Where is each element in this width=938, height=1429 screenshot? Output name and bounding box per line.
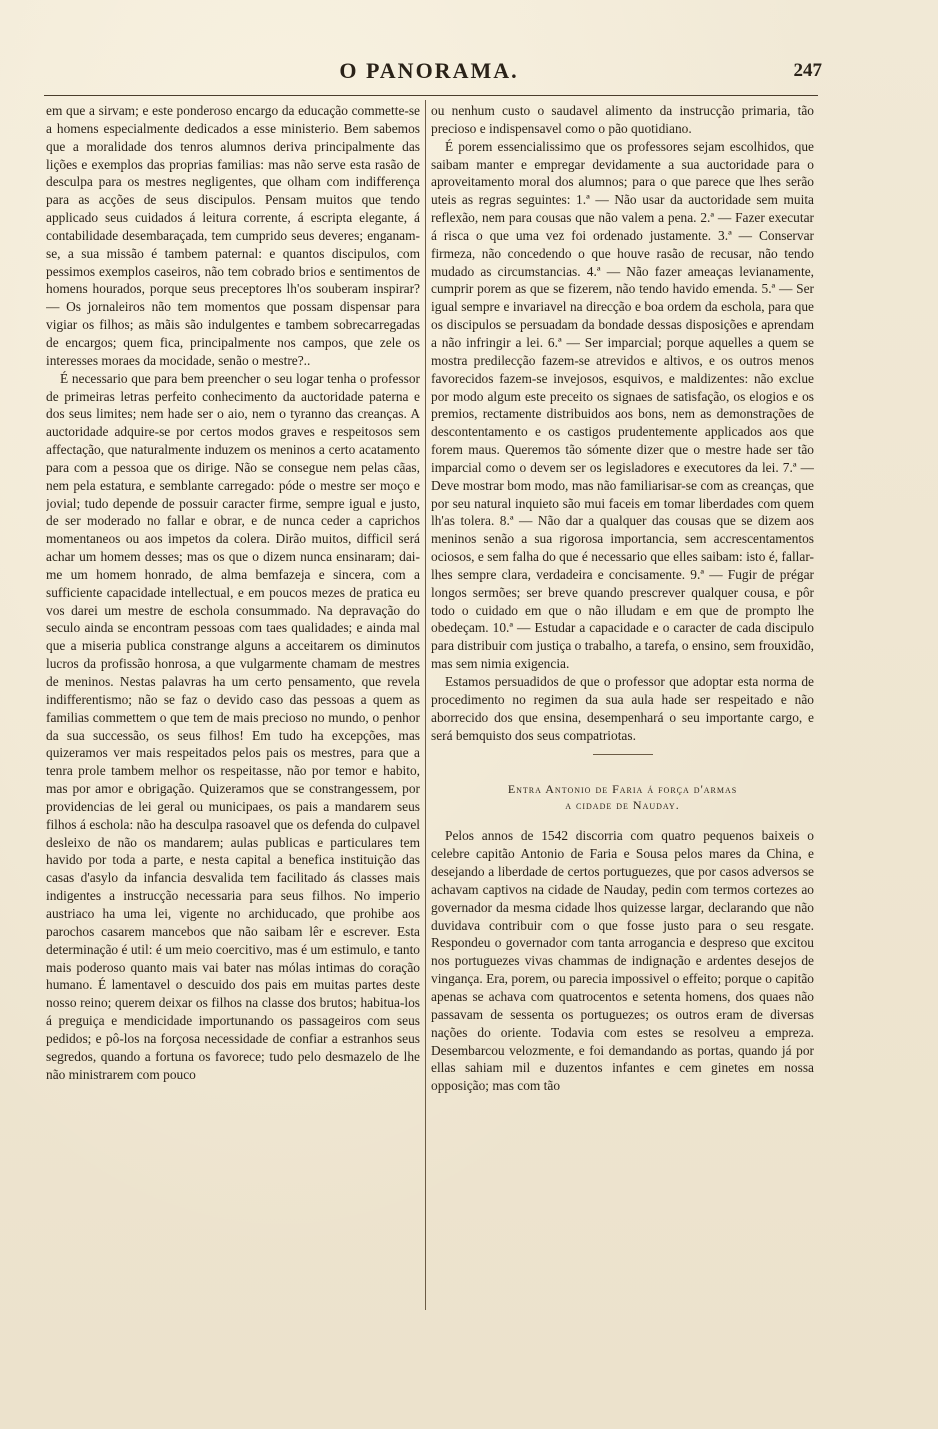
page-number: 247	[793, 60, 822, 81]
right-paragraph-2: É porem essencialissimo que os professores sejam escolhidos, que saibam manter e empregar devidamente a sua auctoridade para o aproveitamento moral dos alumnos; para o que parece que lhes serão uteis as regras seguintes: 1.ª — Não usar da auctoridade sem muita reflexão, nem para cousas que não valem a pena. 2.ª — Fazer executar á risca o que uma vez foi ordenado justamente. 3.ª — Conservar firmeza, não concedendo o que houve rasão de recusar, não tendo mudado as circumstancias. 4.ª — Não fazer ameaças levianamente, cumprir porem as que se fizerem, não tendo havido emenda. 5.ª — Ser igual sempre e invariavel na direcção e boa ordem da eschola, para que os discipulos se persuadam da bondade dessas disposições e aprendam a não infringir a lei. 6.ª — Ser imparcial; porque aquelles a quem se mostra predilecção fazem-se atrevidos e altivos, e os outros menos favorecidos fazem-se invejosos, esquivos, e maldizentes: não exclue por modo algum este preceito os signaes de satisfação, os elogios e os premios, rectamente distribuidos aos bons, nem as demonstrações de descontentamento e os castigos prudentemente applicados aos que forem maus. Queremos tão sómente dizer que o mestre hade ser tão imparcial como o devem ser os legisladores e executores da lei. 7.ª — Deve mostrar bom modo, mas não familiarisar-se com as creanças, que por seu natural inquieto são mui faceis em tomar liberdades com quem lh'as tolera. 8.ª — Não dar a qualquer das cousas que se dizem aos meninos senão a sua rigorosa importancia, sem accrescentamentos ociosos, e sem falha do que é necessario que elles saibam: isto é, fallar-lhes sempre clara, verdadeira e concisamente. 9.ª — Fugir de prégar longos sermões; ser breve quando prescrever qualquer cousa, e pôr todo o cuidado em que o não illudam e em que de prompto lhe obedeçam. 10.ª — Estudar a capacidade e o caracter de cada discipulo para distribuir com justiça o trabalho, a tarefa, o ensino, sem frouxidão, mas sem nimia exigencia.	[431, 138, 814, 672]
article-separator	[593, 754, 653, 755]
page-header	[44, 52, 822, 92]
left-paragraph-2: É necessario que para bem preencher o seu logar tenha o professor de primeiras letras perfeito conhecimento da auctoridade paterna e dos seus limites; nem hade ser o aio, nem o tyranno das creanças. A auctoridade adquire-se por certos modos graves e respeitosos sem affectação, que naturalmente induzem os meninos a certo acatamento para com a pessoa que os dirige. Não se consegue nem pelas cãas, nem pela estatura, e semblante carregado: póde o mestre ser moço e jovial; tudo depende de possuir caracter firme, sempre igual e justo, de ser moderado no fallar e obrar, e de nunca ceder a caprichos momentaneos ou aos impetos da colera. Dirão muitos, difficil será achar um homem desses; mas os que o dizem nunca ensinaram; dai-me um homem honrado, de alma bemfazeja e sincera, com a sufficiente capacidade intellectual, e em poucos mezes de pratica eu vos darei um mestre de eschola consummado. Na depravação do seculo ainda se encontram pessoas com taes qualidades; e ainda mal que a miseria publica constrange alguns a acceitarem os diminutos lucros da profissão honrosa, a que vulgarmente chamam de mestres de meninos. Nestas palavras ha um certo pensamento, que revela indifferentismo; não se faz o devido caso das pessoas a quem as familias commettem o que tem de mais precioso no mundo, o penhor da sua successão, os seus filhos! Em tudo ha excepções, mas quizeramos ver mais respeitados pelos pais os mestres, para que a tenra prole tambem melhor os respeitasse, não por temor e habito, mas por amor e obrigação. Quizeramos que se constrangessem, por providencias de lei geral ou municipaes, os pais a mandarem seus filhos á eschola: não ha desculpa rasoavel que os defenda do culpavel desleixo de não os mandarem; aulas publicas e particulares tem havido por toda a parte, e nesta capital a benefica instituição das casas d'asylo da infancia desvalida tem facilitado ás classes mais indigentes a instrucção necessaria para seus filhos. No imperio austriaco ha uma lei, vigente no archiducado, que prohibe aos parochos casarem mancebos que não saibam lêr e escrever. Esta determinação é util: é um meio coercitivo, mas é um estimulo, e tanto mais poderoso quanto mais vai bater nas mólas intimas do coração humano. É lamentavel o descuido dos pais em muitas partes deste nosso reino; querem deixar os filhos na classe dos brutos; habitua-los á preguiça e mendicidade importunando os passageiros com seus pedidos; e pô-los na forçosa necessidade de confiar a estranhos seus segredos, quando a fortuna os favorece; tudo pelo desmazelo de lhe não ministrarem com pouco	[46, 370, 420, 1082]
column-divider	[425, 100, 426, 1310]
left-paragraph-1: em que a sirvam; e este ponderoso encargo da educação commette-se a homens especialmente dedicados a esse ministerio. Bem sabemos que a moralidade dos tenros alumnos deriva principalmente das lições e exemplos das proprias familias: mas não serve esta rasão de desculpa para os mestres negligentes, que olham com indifferença para as acções de seus discipulos. Pensam muitos que tendo applicado seus cuidados á leitura corrente, á escripta elegante, á contabilidade desembaraçada, tem cumprido seus deveres; enganam-se, a sua missão é tambem paternal: e quantos discipulos, com pessimos exemplos caseiros, não tem cobrado brios e sentimentos de homens hourados, porque seus preceptores lh'os souberam inspirar? — Os jornaleiros não tem momentos que possam dispensar para vigiar os filhos; as mãis são indulgentes e tambem sobrecarregadas de encargos; quem fica, principalmente nos campos, que zele os interesses moraes da mocidade, senão o mestre?..	[46, 103, 420, 368]
header-rule	[44, 95, 818, 96]
left-column	[46, 102, 420, 1312]
right-column	[431, 102, 814, 1312]
article-paragraph: Pelos annos de 1542 discorria com quatro pequenos baixeis o celebre capitão Antonio de Faria e Sousa pelos mares da China, e desejando a liberdade de certos portuguezes, que por casos adversos se achavam captivos na cidade de Nauday, pedin com termos cortezes ao governador da mesma cidade lhos quizesse largar, declarando que não duvidava contribuir com o que fosse justo para o seu resgate. Respondeu o governador com tanta arrogancia e despreso que excitou nos portuguezes vivas chammas de indignação e ardentes desejos de vingança. Era, porem, ou parecia impossivel o effeito; porque o capitão apenas se achava com quatrocentos e setenta homens, dos quaes não passavam de sessenta os portuguezes; os outros eram de diversas nações do oriente. Todavia com estes se resolveu a empreza. Desembarcou velozmente, e foi demandando as portas, quando já por ellas sahiam mil e duzentos infantes e cem ginetes em nossa opposição; mas com tão	[431, 828, 814, 1094]
right-paragraph-3: Estamos persuadidos de que o professor que adoptar esta norma de procedimento no regimen da sua aula hade ser respeitado e não aborrecido dos que ensina, desempenhará o seu importante cargo, e será bemquisto dos seus compatriotas.	[431, 674, 814, 743]
publication-title: O PANORAMA.	[339, 58, 519, 83]
right-paragraph-1: ou nenhum custo o saudavel alimento da instrucção primaria, tão precioso e indispensavel como o pão quotidiano.	[431, 103, 814, 136]
article-title-line-1: Entra Antonio de Faria á força d'armas	[507, 782, 738, 797]
article-title-line-2: a cidade de Nauday.	[565, 798, 680, 813]
article-title	[431, 781, 814, 813]
